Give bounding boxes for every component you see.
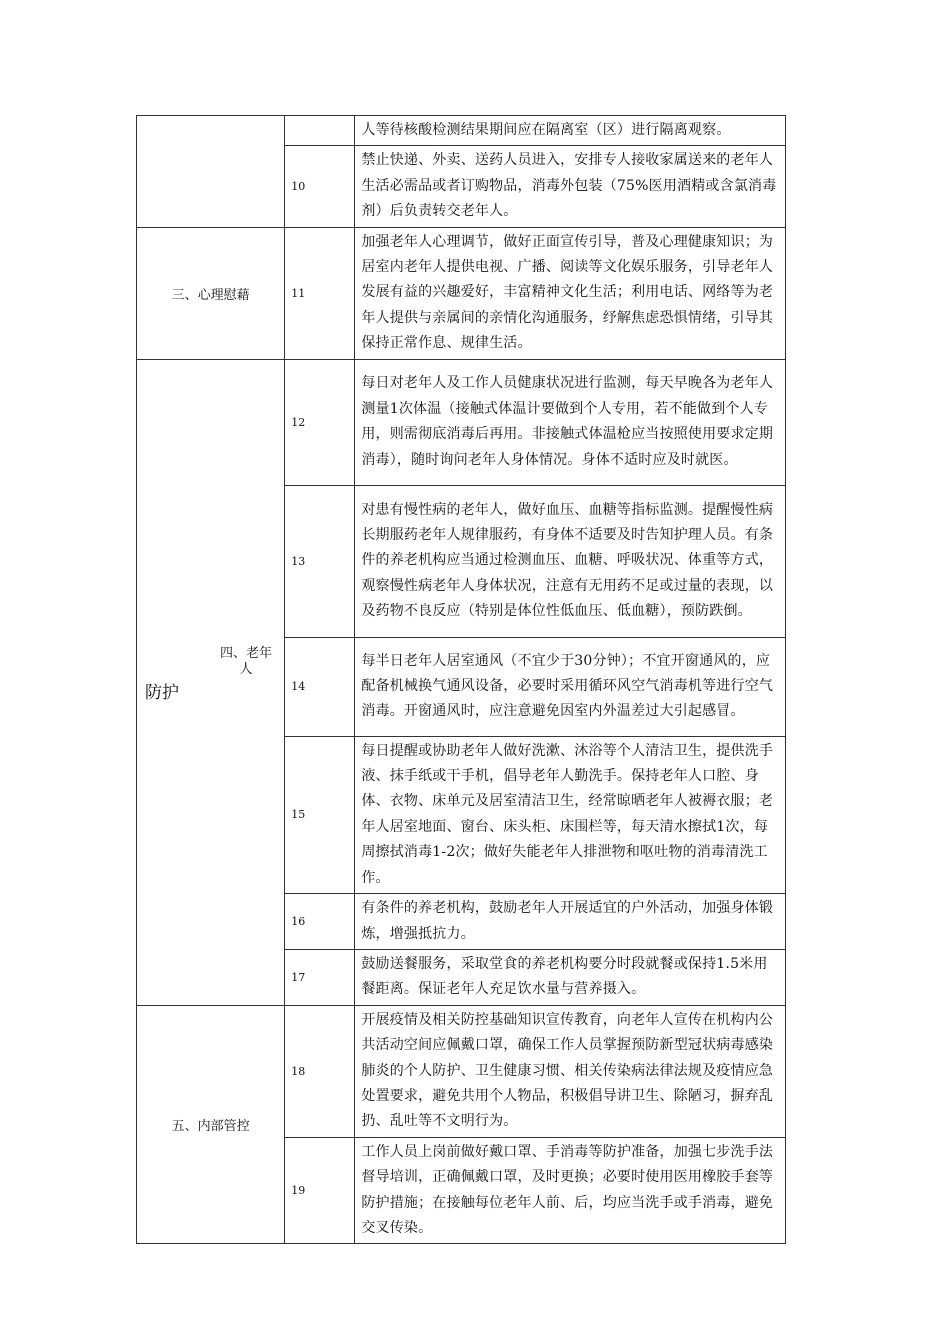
row-number: 16 [285,894,355,950]
row-number: 18 [285,1005,355,1137]
row-text: 对患有慢性病的老年人，做好血压、血糖等指标监测。提醒慢性病长期服药老年人规律服药，有身体不适要及时告知护理人员。有条件的养老机构应当通过检测血压、血糖、呼吸状况、体重等方式，观察慢性病老年人身体状况，注意有无用药不足或过量的表现，以及药物不良反应（特别是体位性低血压、低血糖），预防跌倒。 [355,485,786,637]
section-psychological-comfort: 三、心理慰藉 [137,227,285,359]
row-number [285,116,355,146]
section-sub-label-line2: 人 [239,661,253,677]
table-row [137,116,786,146]
row-text: 每日对老年人及工作人员健康状况进行监测，每天早晚各为老年人测量1次体温（接触式体温计要做到个人专用，若不能做到个人专用，则需彻底消毒后再用。非接触式体温枪应当按照使用要求定期消毒），随时询问老年人身体情况。身体不适时应及时就医。 [355,359,786,485]
section-sub-label-line1: 四、老年 [219,645,272,661]
row-text: 加强老年人心理调节，做好正面宣传引导，普及心理健康知识；为居室内老年人提供电视、广播、阅读等文化娱乐服务，引导老年人发展有益的兴趣爱好，丰富精神文化生活；利用电话、网络等为老年人提供与亲属间的亲情化沟通服务，纾解焦虑恐惧情绪，引导其保持正常作息、规律生活。 [355,227,786,359]
table-row [137,359,786,485]
row-number: 13 [285,485,355,637]
measures-table [136,115,786,1244]
row-text: 每半日老年人居室通风（不宜少于30分钟）；不宜开窗通风的，应配备机械换气通风设备，必要时采用循环风空气消毒机等进行空气消毒。开窗通风时，应注意避免因室内外温差过大引起感冒。 [355,637,786,736]
section-elderly-protection [137,359,285,1005]
row-text: 鼓励送餐服务，采取堂食的养老机构要分时段就餐或保持1.5米用餐距离。保证老年人充足饮水量与营养摄入。 [355,949,786,1005]
row-number: 10 [285,146,355,227]
section-main-label: 防护 [145,682,179,703]
section-internal-control: 五、内部管控 [137,1005,285,1244]
row-text: 开展疫情及相关防控基础知识宣传教育，向老年人宣传在机构内公共活动空间应佩戴口罩，确保工作人员掌握预防新型冠状病毒感染肺炎的个人防护、卫生健康习惯、相关传染病法律法规及疫情应急处置要求，避免共用个人物品，积极倡导讲卫生、除陋习，摒弃乱扔、乱吐等不文明行为。 [355,1005,786,1137]
row-number: 19 [285,1137,355,1244]
row-text: 工作人员上岗前做好戴口罩、手消毒等防护准备，加强七步洗手法督导培训，正确佩戴口罩，及时更换；必要时使用医用橡胶手套等防护措施；在接触每位老年人前、后，均应当洗手或手消毒，避免交叉传染。 [355,1137,786,1244]
row-number: 15 [285,736,355,893]
row-number: 12 [285,359,355,485]
section-cell-continued [137,116,285,228]
row-number: 11 [285,227,355,359]
row-text: 禁止快递、外卖、送药人员进入，安排专人接收家属送来的老年人生活必需品或者订购物品，消毒外包装（75%医用酒精或含氯消毒剂）后负责转交老年人。 [355,146,786,227]
row-text: 人等待核酸检测结果期间应在隔离室（区）进行隔离观察。 [355,116,786,146]
row-number: 17 [285,949,355,1005]
row-text: 有条件的养老机构，鼓励老年人开展适宜的户外活动，加强身体锻炼，增强抵抗力。 [355,894,786,950]
row-text: 每日提醒或协助老年人做好洗漱、沐浴等个人清洁卫生，提供洗手液、抹手纸或干手机，倡导老年人勤洗手。保持老年人口腔、身体、衣物、床单元及居室清洁卫生，经常晾晒老年人被褥衣服；老年人居室地面、窗台、床头柜、床围栏等，每天清水擦拭1次，每周擦拭消毒1-2次；做好失能老年人排泄物和呕吐物的消毒清洗工作。 [355,736,786,893]
section-sub-label [213,646,279,678]
table-row [137,227,786,359]
table-row [137,1005,786,1137]
row-number: 14 [285,637,355,736]
